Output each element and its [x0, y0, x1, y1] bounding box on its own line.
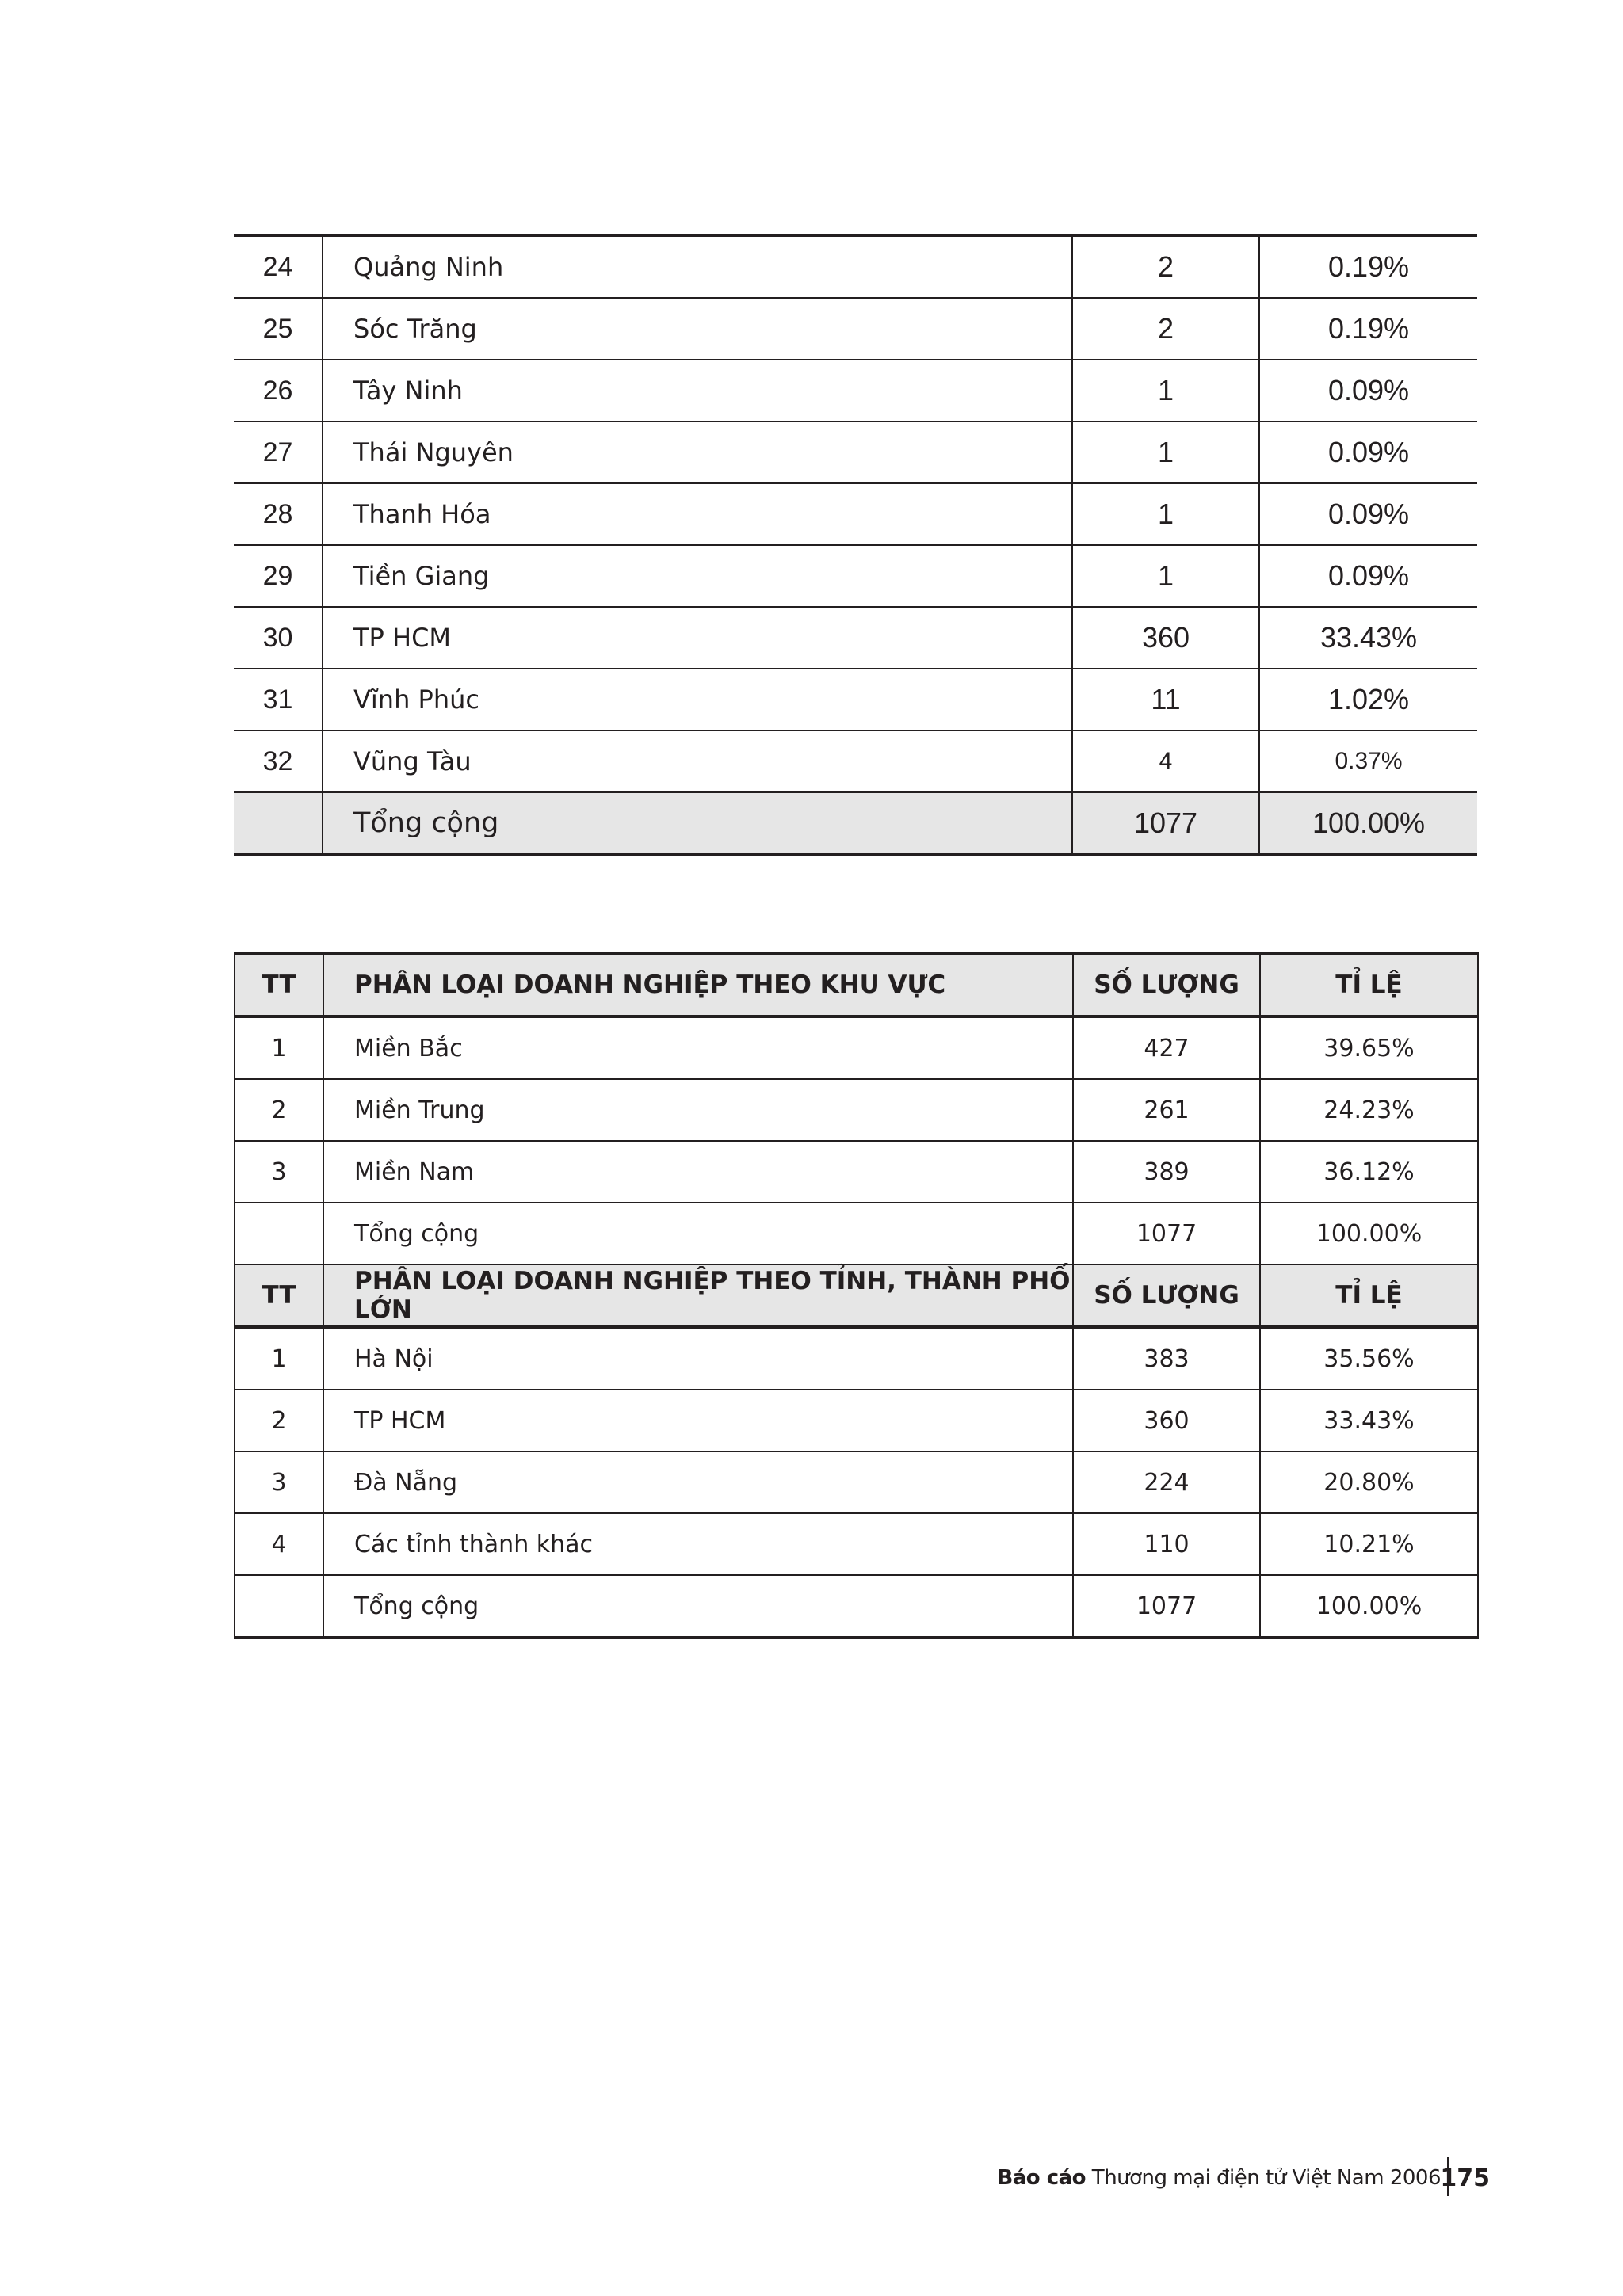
- table-row: [235, 1451, 1478, 1513]
- row-number: [235, 1575, 323, 1638]
- table-row: [234, 235, 1477, 298]
- count-cell: 360: [1072, 607, 1259, 669]
- city-header-row: [235, 1264, 1478, 1327]
- count-cell: 383: [1073, 1327, 1260, 1390]
- header-percent: TỈ LỆ: [1260, 953, 1478, 1016]
- count-cell: 1: [1072, 360, 1259, 421]
- percent-cell: 10.21%: [1260, 1513, 1478, 1575]
- table-row: [235, 1141, 1478, 1203]
- page-number: 175: [1440, 2164, 1490, 2192]
- table-row: [234, 421, 1477, 483]
- row-number: 29: [234, 545, 323, 607]
- percent-cell: 0.09%: [1259, 483, 1477, 545]
- count-cell: 427: [1073, 1016, 1260, 1079]
- province-table: [234, 234, 1477, 856]
- count-cell: 389: [1073, 1141, 1260, 1203]
- city-name: Các tỉnh thành khác: [323, 1513, 1073, 1575]
- percent-cell: 1.02%: [1259, 669, 1477, 730]
- count-cell: 261: [1073, 1079, 1260, 1141]
- percent-cell: 36.12%: [1260, 1141, 1478, 1203]
- row-number: 2: [235, 1079, 323, 1141]
- total-count: 1077: [1073, 1575, 1260, 1638]
- percent-cell: 33.43%: [1260, 1390, 1478, 1451]
- total-label: Tổng cộng: [323, 1575, 1073, 1638]
- header-count: SỐ LƯỢNG: [1073, 1264, 1260, 1327]
- region-name: Miền Bắc: [323, 1016, 1073, 1079]
- percent-cell: 20.80%: [1260, 1451, 1478, 1513]
- table-row: [235, 1016, 1478, 1079]
- row-number: 25: [234, 298, 323, 360]
- table-row: [234, 360, 1477, 421]
- province-name: Sóc Trăng: [323, 298, 1072, 360]
- city-name: Đà Nẵng: [323, 1451, 1073, 1513]
- total-percent: 100.00%: [1260, 1575, 1478, 1638]
- percent-cell: 24.23%: [1260, 1079, 1478, 1141]
- footer-title-bold: Báo cáo: [997, 2166, 1086, 2190]
- count-cell: 11: [1072, 669, 1259, 730]
- count-cell: 2: [1072, 235, 1259, 298]
- row-number: [234, 792, 323, 855]
- percent-cell: 0.19%: [1259, 235, 1477, 298]
- row-number: 26: [234, 360, 323, 421]
- province-name: Vũng Tàu: [323, 730, 1072, 792]
- row-number: 32: [234, 730, 323, 792]
- province-name: TP HCM: [323, 607, 1072, 669]
- count-cell: 360: [1073, 1390, 1260, 1451]
- footer-title: [997, 2166, 1441, 2190]
- table-row: [234, 545, 1477, 607]
- row-number: 31: [234, 669, 323, 730]
- table-row: [235, 1513, 1478, 1575]
- header-tt: TT: [235, 953, 323, 1016]
- total-row: [235, 1203, 1478, 1264]
- classification-table: [234, 952, 1479, 1639]
- percent-cell: 33.43%: [1259, 607, 1477, 669]
- row-number: [235, 1203, 323, 1264]
- table-row: [234, 607, 1477, 669]
- percent-cell: 35.56%: [1260, 1327, 1478, 1390]
- count-cell: 224: [1073, 1451, 1260, 1513]
- row-number: 1: [235, 1016, 323, 1079]
- province-name: Vĩnh Phúc: [323, 669, 1072, 730]
- province-name: Tiền Giang: [323, 545, 1072, 607]
- province-name: Thái Nguyên: [323, 421, 1072, 483]
- count-cell: 4: [1072, 730, 1259, 792]
- count-cell: 1: [1072, 421, 1259, 483]
- table-row: [234, 730, 1477, 792]
- row-number: 3: [235, 1141, 323, 1203]
- row-number: 27: [234, 421, 323, 483]
- count-cell: 1: [1072, 545, 1259, 607]
- table-row: [235, 1327, 1478, 1390]
- count-cell: 110: [1073, 1513, 1260, 1575]
- region-header-row: [235, 953, 1478, 1016]
- province-name: Quảng Ninh: [323, 235, 1072, 298]
- table-row: [235, 1390, 1478, 1451]
- total-row: [235, 1575, 1478, 1638]
- total-row: [234, 792, 1477, 855]
- row-number: 2: [235, 1390, 323, 1451]
- city-name: Hà Nội: [323, 1327, 1073, 1390]
- region-name: Miền Trung: [323, 1079, 1073, 1141]
- total-label: Tổng cộng: [323, 1203, 1073, 1264]
- row-number: 4: [235, 1513, 323, 1575]
- total-percent: 100.00%: [1260, 1203, 1478, 1264]
- table-row: [234, 483, 1477, 545]
- header-name: PHÂN LOẠI DOANH NGHIỆP THEO KHU VỰC: [323, 953, 1073, 1016]
- province-name: Thanh Hóa: [323, 483, 1072, 545]
- province-name: Tây Ninh: [323, 360, 1072, 421]
- row-number: 28: [234, 483, 323, 545]
- percent-cell: 0.37%: [1259, 730, 1477, 792]
- city-name: TP HCM: [323, 1390, 1073, 1451]
- row-number: 24: [234, 235, 323, 298]
- row-number: 30: [234, 607, 323, 669]
- percent-cell: 0.19%: [1259, 298, 1477, 360]
- table-row: [235, 1079, 1478, 1141]
- page-footer: [997, 2157, 1490, 2196]
- count-cell: 2: [1072, 298, 1259, 360]
- total-count: 1077: [1073, 1203, 1260, 1264]
- percent-cell: 0.09%: [1259, 421, 1477, 483]
- region-name: Miền Nam: [323, 1141, 1073, 1203]
- percent-cell: 0.09%: [1259, 545, 1477, 607]
- total-count: 1077: [1072, 792, 1259, 855]
- table-row: [234, 298, 1477, 360]
- total-label: Tổng cộng: [323, 792, 1072, 855]
- header-name: PHÂN LOẠI DOANH NGHIỆP THEO TỈNH, THÀNH PHỐ LỚN: [323, 1264, 1073, 1327]
- row-number: 1: [235, 1327, 323, 1390]
- header-tt: TT: [235, 1264, 323, 1327]
- table-row: [234, 669, 1477, 730]
- header-count: SỐ LƯỢNG: [1073, 953, 1260, 1016]
- row-number: 3: [235, 1451, 323, 1513]
- percent-cell: 39.65%: [1260, 1016, 1478, 1079]
- footer-title-text: Thương mại điện tử Việt Nam 2006: [1086, 2166, 1441, 2190]
- total-percent: 100.00%: [1259, 792, 1477, 855]
- percent-cell: 0.09%: [1259, 360, 1477, 421]
- count-cell: 1: [1072, 483, 1259, 545]
- header-percent: TỈ LỆ: [1260, 1264, 1478, 1327]
